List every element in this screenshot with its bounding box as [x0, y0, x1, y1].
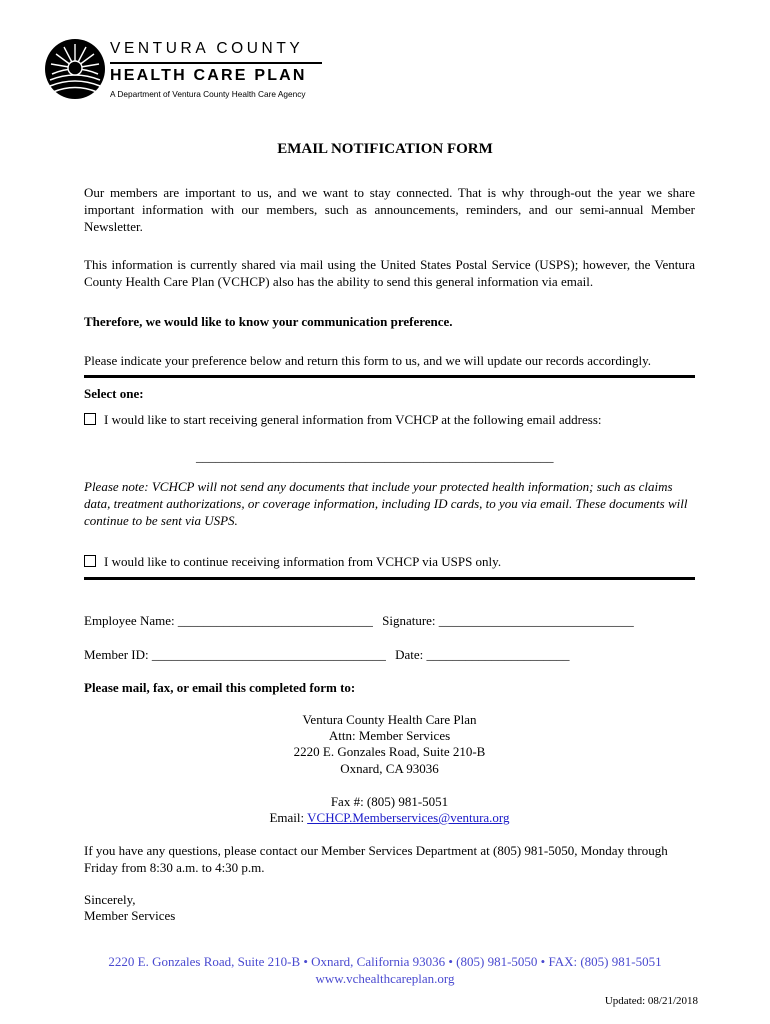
updated-date: Updated: 08/21/2018	[604, 995, 698, 1007]
logo-tagline: A Department of Ventura County Health Care Agency	[110, 89, 306, 99]
signoff: Member Services	[84, 908, 176, 923]
signature-label: Signature:	[382, 613, 436, 628]
select-one-label: Select one:	[84, 386, 144, 401]
mail-instructions: Please mail, fax, or email this completed form to:	[84, 680, 356, 695]
employee-name-label: Employee Name:	[84, 613, 175, 628]
vchcp-logo-icon	[44, 38, 106, 100]
employee-name-row	[84, 612, 634, 629]
address-line-2: Attn: Member Services	[328, 728, 451, 743]
date-field[interactable]: ______________________	[426, 647, 570, 662]
logo-divider	[110, 62, 322, 64]
info-paragraph: This information is currently shared via mail using the United States Postal Service (USPS); however, the Ventura County Health Care Plan (VCHCP) also has the ability to send this general information via email.	[84, 257, 695, 289]
usps-option-checkbox[interactable]	[84, 555, 96, 567]
option-email-label: I would like to start receiving general information from VCHCP at the following email address:	[104, 412, 602, 427]
footer-address: 2220 E. Gonzales Road, Suite 210-B • Oxnard, California 93036 • (805) 981-5050 • FAX: (805) 981-5051	[108, 954, 662, 969]
member-id-field[interactable]: ____________________________________	[151, 647, 386, 662]
privacy-note: Please note: VCHCP will not send any documents that include your protected health information; such as claims data, treatment authorizations, or coverage information, including ID cards, to you via email. These documents will continue to be sent via USPS.	[84, 479, 688, 528]
address-line-3: 2220 E. Gonzales Road, Suite 210-B	[293, 744, 486, 759]
option-usps-label: I would like to continue receiving information from VCHCP via USPS only.	[104, 554, 502, 569]
option-email-row[interactable]	[84, 411, 695, 428]
closing: Sincerely,	[84, 892, 136, 907]
member-id-label: Member ID:	[84, 647, 149, 662]
address-line-1: Ventura County Health Care Plan	[302, 712, 477, 727]
logo-plan-name: HEALTH CARE PLAN	[110, 67, 307, 84]
page-title: EMAIL NOTIFICATION FORM	[277, 141, 493, 157]
date-label: Date:	[395, 647, 424, 662]
signature-field[interactable]: ______________________________	[438, 613, 634, 628]
logo-org-name: VENTURA COUNTY	[110, 40, 304, 57]
address-line-4: Oxnard, CA 93036	[340, 761, 439, 776]
member-services-email-link[interactable]: VCHCP.Memberservices@ventura.org	[307, 810, 510, 825]
email-line	[84, 809, 695, 826]
questions-paragraph: If you have any questions, please contact our Member Services Department at (805) 981-5050, Monday through Friday from 8:30 a.m. to 4:30 p.m.	[84, 843, 668, 875]
section-divider-bottom	[84, 577, 695, 580]
employee-name-field[interactable]: ______________________________	[177, 613, 373, 628]
email-label: Email:	[269, 810, 305, 825]
option-usps-row[interactable]	[84, 553, 695, 570]
fax-number: Fax #: (805) 981-5051	[330, 794, 449, 809]
instructions-paragraph: Please indicate your preference below and return this form to us, and we will update our records accordingly.	[84, 353, 651, 368]
member-id-row	[84, 646, 570, 663]
section-divider-top	[84, 375, 695, 378]
preference-question: Therefore, we would like to know your communication preference.	[84, 314, 453, 329]
intro-paragraph: Our members are important to us, and we want to stay connected. That is why through-out the year we share important information with our members, such as announcements, reminders, and our semi-annual Member Newsletter.	[84, 185, 695, 234]
email-option-checkbox[interactable]	[84, 413, 96, 425]
email-address-field[interactable]: _______________________________________________________	[196, 449, 554, 464]
footer-website-link[interactable]: www.vchealthcareplan.org	[315, 971, 455, 986]
